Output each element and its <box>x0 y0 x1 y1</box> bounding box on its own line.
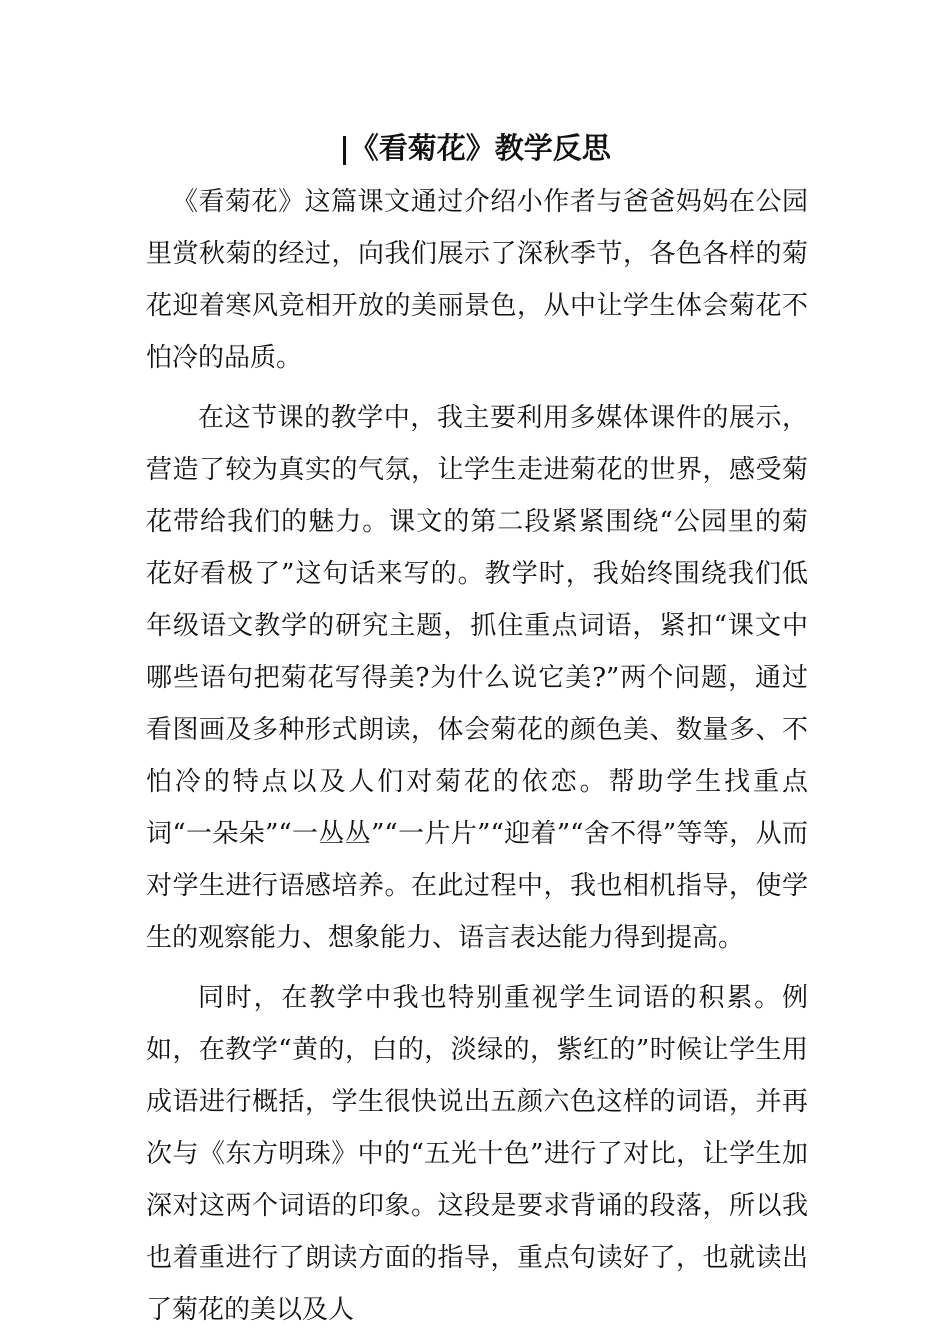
document-title: |《看菊花》教学反思 <box>339 131 611 165</box>
paragraph-teaching-process: 在这节课的教学中，我主要利用多媒体课件的展示，营造了较为真实的气氛，让学生走进菊花的世界，感受菊花带给我们的魅力。课文的第二段紧紧围绕“公园里的菊花好看极了”这句话来写的。教学时，我始终围绕我们低年级语文教学的研究主题，抓住重点词语，紧扣“课文中哪些语句把菊花写得美?为什么说它美?”两个问题，通过看图画及多种形式朗读，体会菊花的颜色美、数量多、不怕冷的特点以及人们对菊花的依恋。帮助学生找重点词“一朵朵”“一丛丛”“一片片”“迎着”“舍不得”等等，从而对学生进行语感培养。在此过程中，我也相机指导，使学生的观察能力、想象能力、语言表达能力得到提高。 <box>146 403 808 953</box>
paragraph-vocabulary: 同时，在教学中我也特别重视学生词语的积累。例如，在教学“黄的，白的，淡绿的，紫红的”时候让学生用成语进行概括，学生很快说出五颜六色这样的词语，并再次与《东方明珠》中的“五光十色”进行了对比，让学生加深对这两个词语的印象。这段是要求背诵的段落，所以我也着重进行了朗读方面的指导，重点句读好了，也就读出了菊花的美以及人 <box>146 983 808 1325</box>
paragraph-intro: 《看菊花》这篇课文通过介绍小作者与爸爸妈妈在公园里赏秋菊的经过，向我们展示了深秋季节，各色各样的菊花迎着寒风竞相开放的美丽景色，从中让学生体会菊花不怕冷的品质。 <box>146 187 808 373</box>
document-body <box>146 176 808 1344</box>
